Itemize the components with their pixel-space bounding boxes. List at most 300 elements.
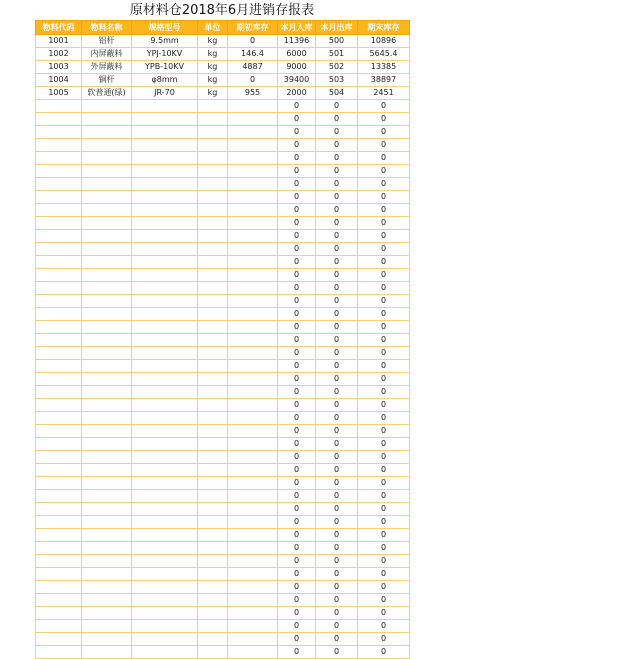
table-cell[interactable]: 0: [358, 282, 410, 295]
table-cell[interactable]: 0: [358, 438, 410, 451]
table-cell[interactable]: [82, 113, 132, 126]
table-cell[interactable]: 0: [358, 633, 410, 646]
table-cell[interactable]: 0: [278, 490, 316, 503]
table-cell[interactable]: 0: [316, 490, 358, 503]
table-cell[interactable]: [228, 568, 278, 581]
table-cell[interactable]: 2451: [358, 87, 410, 100]
table-cell[interactable]: [36, 165, 82, 178]
table-cell[interactable]: [82, 607, 132, 620]
table-cell[interactable]: [132, 594, 198, 607]
table-cell[interactable]: 0: [316, 503, 358, 516]
table-cell[interactable]: 0: [316, 282, 358, 295]
table-cell[interactable]: [228, 321, 278, 334]
table-cell[interactable]: [36, 204, 82, 217]
table-cell[interactable]: [132, 451, 198, 464]
table-cell[interactable]: [198, 165, 228, 178]
table-cell[interactable]: [198, 100, 228, 113]
table-cell[interactable]: 0: [358, 230, 410, 243]
table-cell[interactable]: [132, 334, 198, 347]
table-cell[interactable]: [228, 438, 278, 451]
table-cell[interactable]: [82, 334, 132, 347]
table-cell[interactable]: [132, 542, 198, 555]
table-cell[interactable]: 0: [278, 399, 316, 412]
table-cell[interactable]: [132, 373, 198, 386]
table-cell[interactable]: 0: [358, 178, 410, 191]
table-cell[interactable]: 1001: [36, 35, 82, 48]
table-cell[interactable]: [198, 477, 228, 490]
table-cell[interactable]: 0: [278, 503, 316, 516]
table-cell[interactable]: [132, 633, 198, 646]
table-cell[interactable]: 0: [316, 126, 358, 139]
table-cell[interactable]: 0: [316, 347, 358, 360]
table-cell[interactable]: [36, 490, 82, 503]
table-cell[interactable]: 0: [228, 35, 278, 48]
table-cell[interactable]: [228, 373, 278, 386]
table-cell[interactable]: 4887: [228, 61, 278, 74]
table-cell[interactable]: [198, 581, 228, 594]
table-cell[interactable]: 503: [316, 74, 358, 87]
table-cell[interactable]: [36, 594, 82, 607]
table-cell[interactable]: [198, 282, 228, 295]
table-cell[interactable]: [228, 178, 278, 191]
table-cell[interactable]: 0: [278, 204, 316, 217]
table-cell[interactable]: [82, 282, 132, 295]
table-cell[interactable]: [82, 178, 132, 191]
table-cell[interactable]: 0: [316, 178, 358, 191]
column-opening-stock[interactable]: 期初库存: [228, 21, 278, 35]
table-cell[interactable]: 0: [278, 178, 316, 191]
table-cell[interactable]: 0: [316, 594, 358, 607]
table-cell[interactable]: [228, 113, 278, 126]
table-cell[interactable]: [228, 126, 278, 139]
table-cell[interactable]: [132, 308, 198, 321]
table-cell[interactable]: [198, 503, 228, 516]
table-cell[interactable]: [36, 217, 82, 230]
table-cell[interactable]: 0: [358, 295, 410, 308]
table-cell[interactable]: 0: [316, 607, 358, 620]
table-cell[interactable]: [36, 386, 82, 399]
table-cell[interactable]: 0: [316, 438, 358, 451]
table-cell[interactable]: 0: [278, 516, 316, 529]
table-cell[interactable]: [132, 529, 198, 542]
table-cell[interactable]: 955: [228, 87, 278, 100]
table-cell[interactable]: [82, 529, 132, 542]
table-cell[interactable]: [82, 568, 132, 581]
table-cell[interactable]: [228, 243, 278, 256]
table-cell[interactable]: 0: [278, 555, 316, 568]
table-cell[interactable]: [228, 477, 278, 490]
table-cell[interactable]: [198, 191, 228, 204]
table-cell[interactable]: YPB-10KV: [132, 61, 198, 74]
column-closing-stock[interactable]: 期末库存: [358, 21, 410, 35]
table-cell[interactable]: 0: [358, 451, 410, 464]
table-cell[interactable]: [228, 555, 278, 568]
table-cell[interactable]: [36, 425, 82, 438]
table-cell[interactable]: [132, 204, 198, 217]
table-cell[interactable]: [82, 269, 132, 282]
table-cell[interactable]: [132, 646, 198, 659]
table-cell[interactable]: 0: [278, 360, 316, 373]
table-cell[interactable]: 0: [358, 217, 410, 230]
table-cell[interactable]: 39400: [278, 74, 316, 87]
table-cell[interactable]: [82, 360, 132, 373]
table-cell[interactable]: 0: [278, 607, 316, 620]
table-cell[interactable]: 0: [358, 399, 410, 412]
table-cell[interactable]: 9000: [278, 61, 316, 74]
table-cell[interactable]: 0: [316, 256, 358, 269]
table-cell[interactable]: 10896: [358, 35, 410, 48]
table-cell[interactable]: [82, 256, 132, 269]
table-cell[interactable]: [82, 451, 132, 464]
table-cell[interactable]: [198, 269, 228, 282]
table-cell[interactable]: 0: [358, 165, 410, 178]
table-cell[interactable]: 0: [278, 100, 316, 113]
table-cell[interactable]: [132, 360, 198, 373]
table-cell[interactable]: [198, 568, 228, 581]
table-cell[interactable]: [82, 191, 132, 204]
table-cell[interactable]: [132, 100, 198, 113]
table-cell[interactable]: 0: [316, 399, 358, 412]
table-cell[interactable]: [228, 334, 278, 347]
table-cell[interactable]: [82, 217, 132, 230]
table-cell[interactable]: [82, 542, 132, 555]
table-cell[interactable]: 502: [316, 61, 358, 74]
table-cell[interactable]: YPJ-10KV: [132, 48, 198, 61]
table-cell[interactable]: 0: [278, 126, 316, 139]
table-cell[interactable]: [132, 126, 198, 139]
table-cell[interactable]: 5645.4: [358, 48, 410, 61]
table-cell[interactable]: [36, 178, 82, 191]
column-outbound[interactable]: 本月出库: [316, 21, 358, 35]
table-cell[interactable]: [228, 165, 278, 178]
table-cell[interactable]: kg: [198, 87, 228, 100]
table-cell[interactable]: 0: [228, 74, 278, 87]
table-cell[interactable]: [198, 399, 228, 412]
table-cell[interactable]: 外屏蔽料: [82, 61, 132, 74]
table-cell[interactable]: [228, 542, 278, 555]
table-cell[interactable]: [228, 295, 278, 308]
table-cell[interactable]: 6000: [278, 48, 316, 61]
table-cell[interactable]: [132, 152, 198, 165]
table-cell[interactable]: [132, 230, 198, 243]
table-cell[interactable]: [132, 490, 198, 503]
table-cell[interactable]: [228, 347, 278, 360]
table-cell[interactable]: [228, 139, 278, 152]
table-cell[interactable]: [198, 412, 228, 425]
table-cell[interactable]: [132, 399, 198, 412]
table-cell[interactable]: [132, 321, 198, 334]
table-cell[interactable]: [228, 217, 278, 230]
table-cell[interactable]: 11396: [278, 35, 316, 48]
table-cell[interactable]: [228, 503, 278, 516]
table-cell[interactable]: 2000: [278, 87, 316, 100]
table-cell[interactable]: 0: [278, 386, 316, 399]
table-cell[interactable]: 0: [358, 477, 410, 490]
table-cell[interactable]: 504: [316, 87, 358, 100]
table-cell[interactable]: [198, 152, 228, 165]
table-cell[interactable]: [82, 204, 132, 217]
table-cell[interactable]: [132, 607, 198, 620]
table-cell[interactable]: [36, 256, 82, 269]
table-cell[interactable]: [228, 360, 278, 373]
table-cell[interactable]: 0: [278, 568, 316, 581]
table-cell[interactable]: 0: [278, 321, 316, 334]
table-cell[interactable]: [36, 334, 82, 347]
table-cell[interactable]: [198, 646, 228, 659]
table-cell[interactable]: 0: [278, 165, 316, 178]
table-cell[interactable]: 0: [278, 308, 316, 321]
table-cell[interactable]: [198, 542, 228, 555]
table-cell[interactable]: [198, 126, 228, 139]
table-cell[interactable]: 146.4: [228, 48, 278, 61]
table-cell[interactable]: 0: [316, 477, 358, 490]
table-cell[interactable]: [228, 581, 278, 594]
table-cell[interactable]: 0: [278, 620, 316, 633]
table-cell[interactable]: 0: [316, 217, 358, 230]
table-cell[interactable]: [36, 607, 82, 620]
table-cell[interactable]: [36, 581, 82, 594]
table-cell[interactable]: [198, 230, 228, 243]
column-spec[interactable]: 规格型号: [132, 21, 198, 35]
table-cell[interactable]: [228, 620, 278, 633]
table-cell[interactable]: [198, 347, 228, 360]
table-cell[interactable]: [198, 490, 228, 503]
table-cell[interactable]: [132, 412, 198, 425]
table-cell[interactable]: [36, 191, 82, 204]
table-cell[interactable]: [36, 529, 82, 542]
table-cell[interactable]: 0: [316, 516, 358, 529]
table-cell[interactable]: 0: [358, 256, 410, 269]
table-cell[interactable]: [82, 516, 132, 529]
table-cell[interactable]: [132, 178, 198, 191]
table-cell[interactable]: [228, 529, 278, 542]
table-cell[interactable]: 0: [358, 620, 410, 633]
table-cell[interactable]: [36, 360, 82, 373]
table-cell[interactable]: [228, 607, 278, 620]
table-cell[interactable]: 0: [316, 568, 358, 581]
table-cell[interactable]: [228, 490, 278, 503]
table-cell[interactable]: 0: [316, 360, 358, 373]
table-cell[interactable]: 0: [278, 438, 316, 451]
table-cell[interactable]: [36, 295, 82, 308]
table-cell[interactable]: 0: [278, 217, 316, 230]
table-cell[interactable]: [82, 139, 132, 152]
table-cell[interactable]: 0: [278, 581, 316, 594]
table-cell[interactable]: [36, 282, 82, 295]
table-cell[interactable]: [228, 256, 278, 269]
table-cell[interactable]: [132, 425, 198, 438]
table-cell[interactable]: [36, 243, 82, 256]
table-cell[interactable]: [82, 503, 132, 516]
table-cell[interactable]: [82, 477, 132, 490]
table-cell[interactable]: 0: [278, 464, 316, 477]
table-cell[interactable]: [228, 230, 278, 243]
table-cell[interactable]: [36, 308, 82, 321]
table-cell[interactable]: [198, 594, 228, 607]
table-cell[interactable]: 0: [358, 568, 410, 581]
table-cell[interactable]: [198, 555, 228, 568]
table-cell[interactable]: [132, 217, 198, 230]
table-cell[interactable]: [36, 321, 82, 334]
table-cell[interactable]: [36, 542, 82, 555]
table-cell[interactable]: [198, 529, 228, 542]
table-cell[interactable]: [36, 516, 82, 529]
table-cell[interactable]: [228, 204, 278, 217]
table-cell[interactable]: JR-70: [132, 87, 198, 100]
table-cell[interactable]: kg: [198, 48, 228, 61]
column-unit[interactable]: 单位: [198, 21, 228, 35]
table-cell[interactable]: [82, 438, 132, 451]
table-cell[interactable]: [198, 516, 228, 529]
table-cell[interactable]: [132, 165, 198, 178]
table-cell[interactable]: 0: [278, 295, 316, 308]
table-cell[interactable]: 0: [358, 139, 410, 152]
table-cell[interactable]: 0: [358, 308, 410, 321]
table-cell[interactable]: 0: [278, 282, 316, 295]
table-cell[interactable]: 0: [278, 269, 316, 282]
table-cell[interactable]: [132, 282, 198, 295]
table-cell[interactable]: [82, 152, 132, 165]
table-cell[interactable]: [132, 503, 198, 516]
table-cell[interactable]: 0: [316, 646, 358, 659]
table-cell[interactable]: [36, 412, 82, 425]
table-cell[interactable]: 0: [278, 334, 316, 347]
table-cell[interactable]: [132, 438, 198, 451]
table-cell[interactable]: [132, 113, 198, 126]
table-cell[interactable]: 0: [358, 373, 410, 386]
table-cell[interactable]: kg: [198, 74, 228, 87]
table-cell[interactable]: 0: [316, 542, 358, 555]
table-cell[interactable]: 软普通(绿): [82, 87, 132, 100]
table-cell[interactable]: [82, 490, 132, 503]
table-cell[interactable]: 0: [278, 529, 316, 542]
table-cell[interactable]: 0: [358, 516, 410, 529]
table-cell[interactable]: [132, 581, 198, 594]
table-cell[interactable]: [198, 425, 228, 438]
table-cell[interactable]: [132, 516, 198, 529]
table-cell[interactable]: [198, 386, 228, 399]
table-cell[interactable]: 13385: [358, 61, 410, 74]
table-cell[interactable]: 0: [358, 204, 410, 217]
table-cell[interactable]: [82, 412, 132, 425]
table-cell[interactable]: 0: [316, 243, 358, 256]
table-cell[interactable]: 0: [316, 334, 358, 347]
table-cell[interactable]: [82, 555, 132, 568]
table-cell[interactable]: φ8mm: [132, 74, 198, 87]
table-cell[interactable]: [198, 321, 228, 334]
table-cell[interactable]: 0: [278, 191, 316, 204]
table-cell[interactable]: 0: [358, 412, 410, 425]
table-cell[interactable]: [82, 646, 132, 659]
table-cell[interactable]: 0: [278, 646, 316, 659]
column-item-code[interactable]: 物料代码: [36, 21, 82, 35]
table-cell[interactable]: [132, 139, 198, 152]
table-cell[interactable]: [198, 113, 228, 126]
table-cell[interactable]: [82, 373, 132, 386]
table-cell[interactable]: 0: [316, 451, 358, 464]
table-cell[interactable]: 0: [358, 490, 410, 503]
table-cell[interactable]: 38897: [358, 74, 410, 87]
table-cell[interactable]: 9.5mm: [132, 35, 198, 48]
table-cell[interactable]: [36, 620, 82, 633]
table-cell[interactable]: [228, 191, 278, 204]
table-cell[interactable]: 0: [358, 542, 410, 555]
table-cell[interactable]: [228, 594, 278, 607]
table-cell[interactable]: 0: [358, 269, 410, 282]
table-cell[interactable]: [132, 191, 198, 204]
table-cell[interactable]: 0: [358, 555, 410, 568]
table-cell[interactable]: [82, 126, 132, 139]
table-cell[interactable]: [228, 633, 278, 646]
table-cell[interactable]: [82, 581, 132, 594]
table-cell[interactable]: 0: [278, 152, 316, 165]
table-cell[interactable]: [132, 477, 198, 490]
table-cell[interactable]: [82, 464, 132, 477]
table-cell[interactable]: 0: [316, 204, 358, 217]
column-inbound[interactable]: 本月入库: [278, 21, 316, 35]
table-cell[interactable]: 0: [278, 477, 316, 490]
table-cell[interactable]: 0: [316, 139, 358, 152]
table-cell[interactable]: 0: [316, 529, 358, 542]
table-cell[interactable]: 0: [316, 230, 358, 243]
table-cell[interactable]: [82, 620, 132, 633]
table-cell[interactable]: 0: [358, 581, 410, 594]
table-cell[interactable]: [36, 568, 82, 581]
table-cell[interactable]: [82, 295, 132, 308]
table-cell[interactable]: 0: [358, 347, 410, 360]
table-cell[interactable]: 0: [358, 594, 410, 607]
table-cell[interactable]: [198, 620, 228, 633]
table-cell[interactable]: [132, 620, 198, 633]
table-cell[interactable]: [132, 386, 198, 399]
table-cell[interactable]: [228, 269, 278, 282]
table-cell[interactable]: [198, 295, 228, 308]
table-cell[interactable]: 0: [358, 152, 410, 165]
table-cell[interactable]: [228, 100, 278, 113]
table-cell[interactable]: [132, 347, 198, 360]
table-cell[interactable]: [132, 295, 198, 308]
table-cell[interactable]: 0: [316, 620, 358, 633]
table-cell[interactable]: [198, 256, 228, 269]
table-cell[interactable]: [36, 646, 82, 659]
table-cell[interactable]: 0: [278, 139, 316, 152]
table-cell[interactable]: 0: [278, 347, 316, 360]
table-cell[interactable]: 0: [316, 321, 358, 334]
table-cell[interactable]: [36, 230, 82, 243]
table-cell[interactable]: 0: [316, 464, 358, 477]
table-cell[interactable]: 0: [358, 503, 410, 516]
table-cell[interactable]: [36, 113, 82, 126]
table-cell[interactable]: [82, 399, 132, 412]
column-item-name[interactable]: 物料名称: [82, 21, 132, 35]
table-cell[interactable]: [82, 321, 132, 334]
table-cell[interactable]: 0: [358, 646, 410, 659]
table-cell[interactable]: [82, 425, 132, 438]
table-cell[interactable]: 0: [358, 464, 410, 477]
table-cell[interactable]: [82, 633, 132, 646]
table-cell[interactable]: 铝杆: [82, 35, 132, 48]
table-cell[interactable]: [228, 412, 278, 425]
table-cell[interactable]: 0: [316, 308, 358, 321]
table-cell[interactable]: 0: [316, 295, 358, 308]
table-cell[interactable]: [228, 152, 278, 165]
table-cell[interactable]: 0: [316, 386, 358, 399]
table-cell[interactable]: [198, 373, 228, 386]
table-cell[interactable]: [82, 100, 132, 113]
table-cell[interactable]: [198, 464, 228, 477]
table-cell[interactable]: 0: [358, 321, 410, 334]
table-cell[interactable]: [132, 243, 198, 256]
